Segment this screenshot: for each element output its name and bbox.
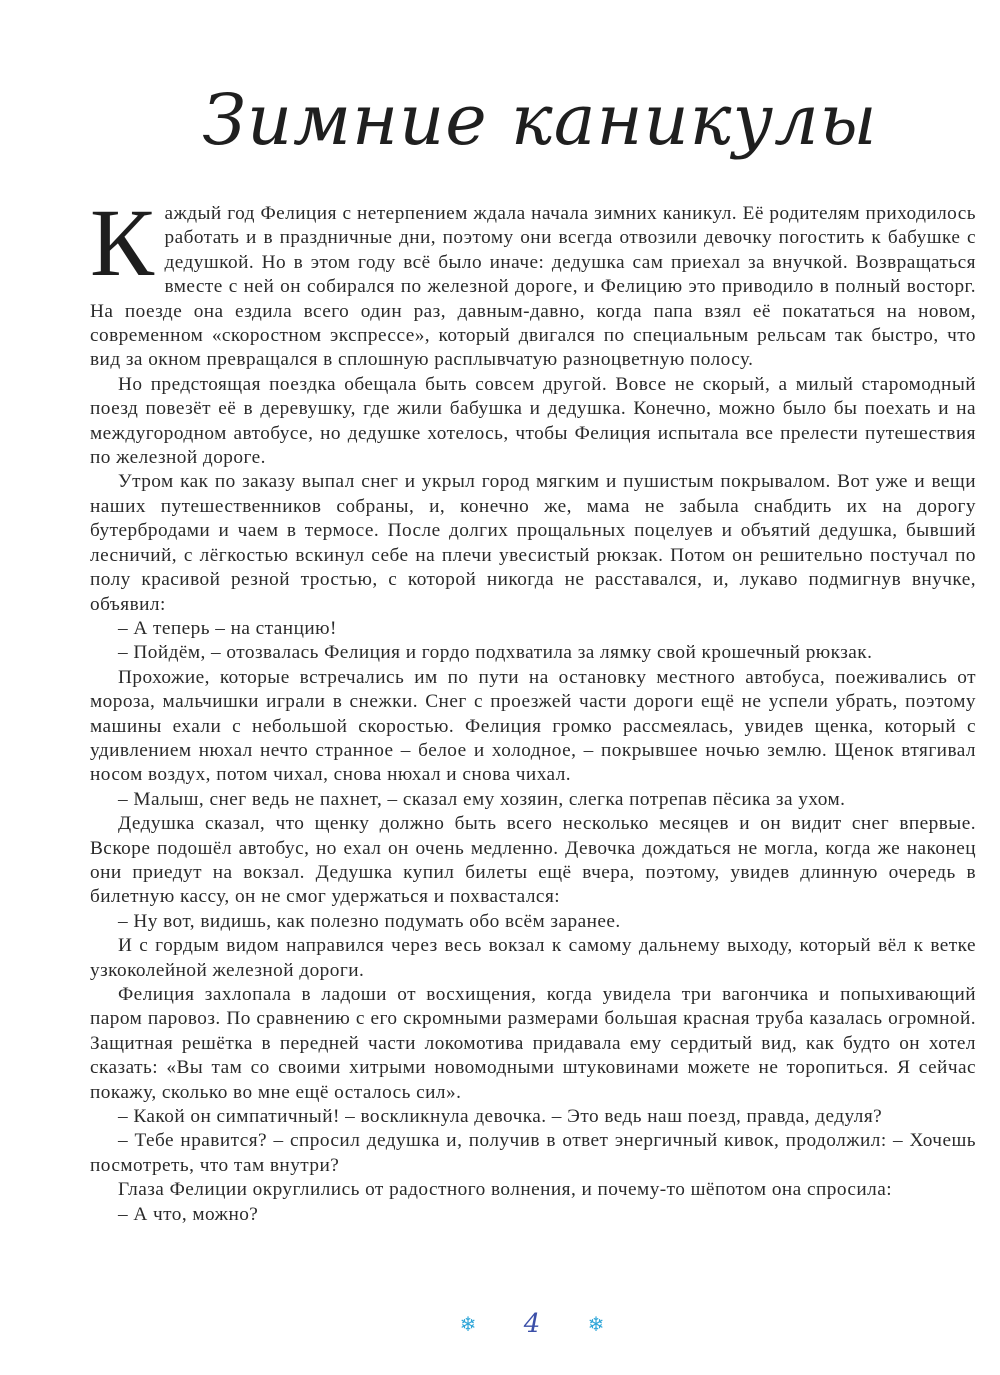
paragraph-1 bbox=[90, 189, 976, 373]
paragraph: Прохожие, которые встречались им по пути на остановку местного автобуса, поеживались от мороза, мальчишки играли в снежки. Снег с проезжей части дороги ещё не успели убрать, поэтому машины ехали с небольшой скоростью. Фелиция громко рассмеялась, увидев щенка, который с удивлением нюхал нечто странное – белое и холодное, – покрывшее ночью землю. Щенок втягивал носом воздух, потом чихал, снова нюхал и снова чихал. bbox=[90, 666, 976, 786]
dialogue-line: – А теперь – на станцию! bbox=[118, 617, 337, 639]
drop-cap: К bbox=[90, 189, 155, 296]
dialogue-line: – Какой он симпатичный! – воскликнула девочка. – Это ведь наш поезд, правда, дедуля? bbox=[118, 1106, 883, 1128]
dialogue-line: – Ну вот, видишь, как полезно подумать обо всём заранее. bbox=[118, 910, 621, 932]
dialogue-line: – А что, можно? bbox=[118, 1203, 259, 1225]
paragraph: Дедушка сказал, что щенку должно быть всего несколько месяцев и он видит снег впервые. Вскоре подошёл автобус, но ехал он очень медленно. Девочка дождаться не могла, когда же наконец они приедут на вокзал. Дедушка купил билеты ещё вчера, поэтому, увидев длинную очередь в билетную кассу, он не смог удержаться и похвастался: bbox=[90, 813, 976, 908]
page-number: 4 bbox=[523, 1309, 541, 1339]
paragraph: Глаза Фелиции округлились от радостного волнения, и почему-то шёпотом она спросила: bbox=[118, 1179, 893, 1201]
chapter-title: Зимние каникулы bbox=[202, 79, 878, 161]
dialogue-line: – Пойдём, – отозвалась Фелиция и гордо подхватила за лямку свой крошечный рюкзак. bbox=[118, 642, 873, 664]
paragraph: Утром как по заказу выпал снег и укрыл город мягким и пушистым покрывалом. Вот уже и вещи наших путешественников собраны, и, конечно же, мама не забыла снабдить их на дорогу бутербродами и чаем в термосе. После долгих прощальных поцелуев и объятий дедушка, бывший лесничий, с лёгкостью вскинул себе на плечи увесистый рюкзак. Потом он решительно постучал по полу красивой резной тростью, с которой никогда не расставался, и, лукаво подмигнув внучке, объявил: bbox=[90, 471, 976, 615]
snowflake-icon: ❄ bbox=[459, 1312, 477, 1336]
body-text bbox=[90, 189, 976, 1227]
paragraph-1-text: аждый год Фелиция с нетерпением ждала начала зимних каникул. Её родителям приходилось работать и в праздничные дни, поэтому они всегда отвозили девочку погостить к бабушке с дедушкой. Но в этом году всё было иначе: дедушка сам приехал за внучкой. Возвращаться вместе с ней он собирался по железной дороге, и Фелицию это приводило в полный восторг. На поезде она ездила всего один раз, давным-давно, когда папа взял её покататься на новом, современном «скоростном экспрессе», который двигался по специальным рельсам так быстро, что вид за окном превращался в сплошную расплывчатую разноцветную полосу. bbox=[90, 203, 976, 371]
page-footer bbox=[0, 1308, 1000, 1348]
paragraph: Фелиция захлопала в ладоши от восхищения, когда увидела три вагончика и попыхивающий паром паровоз. По сравнению с его скромными размерами большая красная труба казалась огромной. Защитная решётка в передней части локомотива придавала ему сердитый вид, как будто он хотел сказать: «Вы там со своими хитрыми новомодными штуковинами можете не торопиться. Я сейчас покажу, сколько во мне ещё осталось сил». bbox=[90, 984, 976, 1103]
snowflake-icon: ❄ bbox=[587, 1312, 605, 1336]
dialogue-line: – Малыш, снег ведь не пахнет, – сказал ему хозяин, слегка потрепав пёсика за ухом. bbox=[118, 788, 846, 810]
paragraph: Но предстоящая поездка обещала быть совсем другой. Вовсе не скорый, а милый старомодный поезд повезёт её в деревушку, где жили бабушка и дедушка. Конечно, можно было бы поехать и на междугородном автобусе, но дедушке хотелось, чтобы Фелиция испытала все прелести путешествия по железной дороге. bbox=[90, 373, 976, 469]
dialogue-line: – Тебе нравится? – спросил дедушка и, получив в ответ энергичный кивок, продолжил: – Хочешь посмотреть, что там внутри? bbox=[90, 1130, 976, 1176]
paragraph: И с гордым видом направился через весь вокзал к самому дальнему выходу, который вёл к ветке узкоколейной железной дороги. bbox=[90, 935, 976, 981]
